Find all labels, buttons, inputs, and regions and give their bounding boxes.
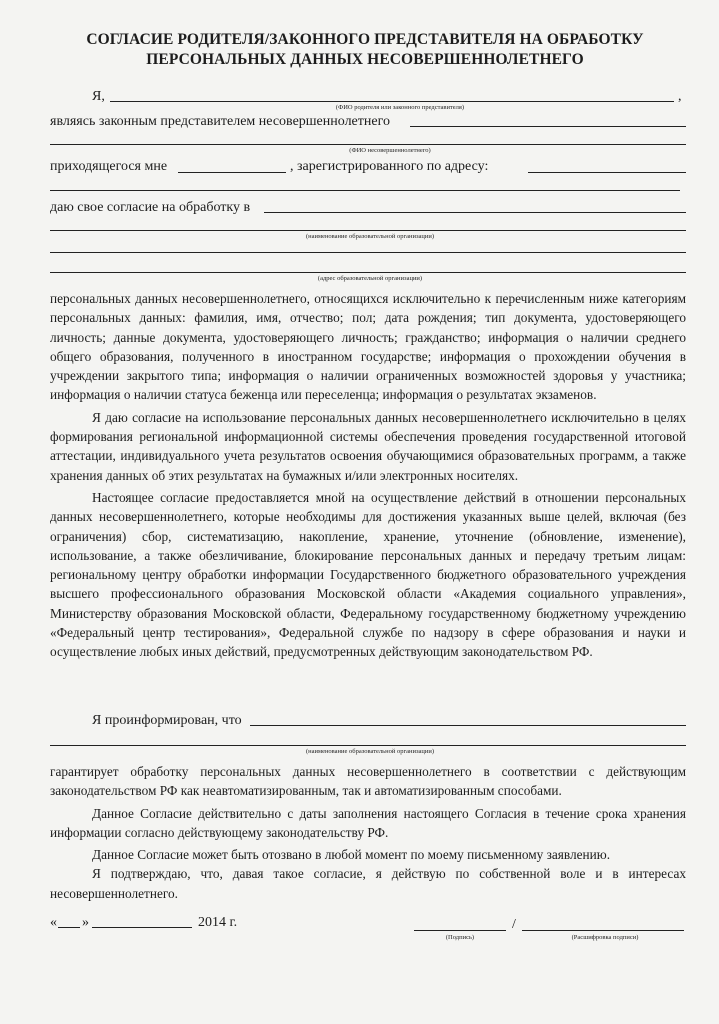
paragraph-guarantee: гарантирует обработку персональных данных несовершеннолетнего в соответствии с действующим законодательством РФ как неавтоматизированным, так и автоматизированным способами. [50,764,686,799]
field-consent-label: даю свое согласие на обработку в [50,200,251,215]
date-year: 2014 г. [198,915,238,930]
paragraph-validity: Данное Согласие действительно с даты заполнения настоящего Согласия в течение срока хранения информации согласно действующему законодательству РФ. [50,805,686,840]
caption-org-address: (адрес образовательной организации) [317,275,423,282]
org-address-field[interactable] [50,252,686,253]
paragraph-data-categories: персональных данных несовершеннолетнего, относящихся исключительно к перечисленным ниже категориям персональных данных: фамилия, имя, отчество; пол; дата рождения; тип документа, удостоверяющего личность; данные документа, удостоверяющего личность; гражданство; информация о наличии среднего общего образования, полученного в иностранном государстве; информация о прохождении обучения в учреждении закрытого типа; информация о наличии ограниченных возможностей здоровья у участника; информация о наличии статуса беженца или переселенца; информация о результатах экзаменов. [50,291,686,403]
date-day-field[interactable] [58,927,80,928]
field-address-label: , зарегистрированного по адресу: [290,159,489,174]
field-i-comma: , [678,89,682,104]
caption-org-name: (наименование образовательной организации) [305,233,435,240]
informed-org-field[interactable] [250,725,686,726]
field-i-label: Я, [92,89,105,104]
title-line-2: ПЕРСОНАЛЬНЫХ ДАННЫХ НЕСОВЕРШЕННОЛЕТНЕГО [146,51,584,68]
caption-minor-name: (ФИО несовершеннолетнего) [349,147,431,154]
minor-name-field[interactable] [410,126,686,127]
date-month-field[interactable] [92,927,192,928]
signature-decoding-field[interactable] [522,930,684,931]
address-field[interactable] [528,172,686,173]
date-open-quote: « [50,915,57,930]
field-relation-label: приходящегося мне [50,159,168,174]
paragraph-actions: Настоящее согласие предоставляется мной на осуществление действий в отношении персональных данных несовершеннолетнего, которые необходимы для достижения указанных выше целей, включая (без ограничения) сбор, систематизацию, накопление, хранение, уточнение (обновление, изменение), использование, а также обезличивание, блокирование персональных данных и передачу третьим лицам: региональному центру обработки информации Государственного бюджетного образовательного учреждения высшего профессионального образования Московской области «Академия социального управления», Министерству образования Московской области, Федеральному государственному бюджетному учреждению «Федеральный центр тестирования», Федеральной службе по надзору в сфере образования и науки и осуществление любых иных действий, предусмотренных действующим законодательством РФ. [50,489,686,660]
caption-signature: (Подпись) [445,934,475,941]
relation-field[interactable] [178,172,286,173]
field-informed-label: Я проинформирован, что [92,713,242,728]
caption-signature-decoding: (Расшифровка подписи) [571,934,639,941]
org-address-field-line-2[interactable] [50,272,686,273]
informed-org-field-line-2[interactable] [50,745,686,746]
paragraph-confirmation: Я подтверждаю, что, давая такое согласие, я действую по собственной воле и в интересах несовершеннолетнего. [50,866,686,901]
org-name-field-line-2[interactable] [50,230,686,231]
parent-name-field[interactable] [110,101,674,102]
date-close-quote: » [82,915,89,930]
paragraph-purpose: Я даю согласие на использование персональных данных несовершеннолетнего исключительно в целях формирования региональной информационной системы обеспечения проведения государственной итоговой аттестации, индивидуального учета результатов освоения обучающимися образовательных программ, а также хранения данных об этих результатах на бумажных и/или электронных носителях. [50,409,686,483]
field-representative-label: являясь законным представителем несовершеннолетнего [50,114,390,129]
caption-parent-name: (ФИО родителя или законного представителя) [335,104,465,111]
title-line-1: СОГЛАСИЕ РОДИТЕЛЯ/ЗАКОННОГО ПРЕДСТАВИТЕЛЯ НА ОБРАБОТКУ [86,31,644,48]
address-field-line-2[interactable] [50,190,680,191]
caption-informed-org-name: (наименование образовательной организации) [305,748,435,755]
document-title [40,30,690,70]
org-name-field[interactable] [264,212,686,213]
paragraph-revocation: Данное Согласие может быть отозвано в любой момент по моему письменному заявлению. [92,847,611,863]
minor-name-field-line-2[interactable] [50,144,686,145]
signature-field[interactable] [414,930,506,931]
signature-separator: / [512,917,516,932]
consent-body-text [50,289,686,662]
consent-closing-text [50,762,686,903]
